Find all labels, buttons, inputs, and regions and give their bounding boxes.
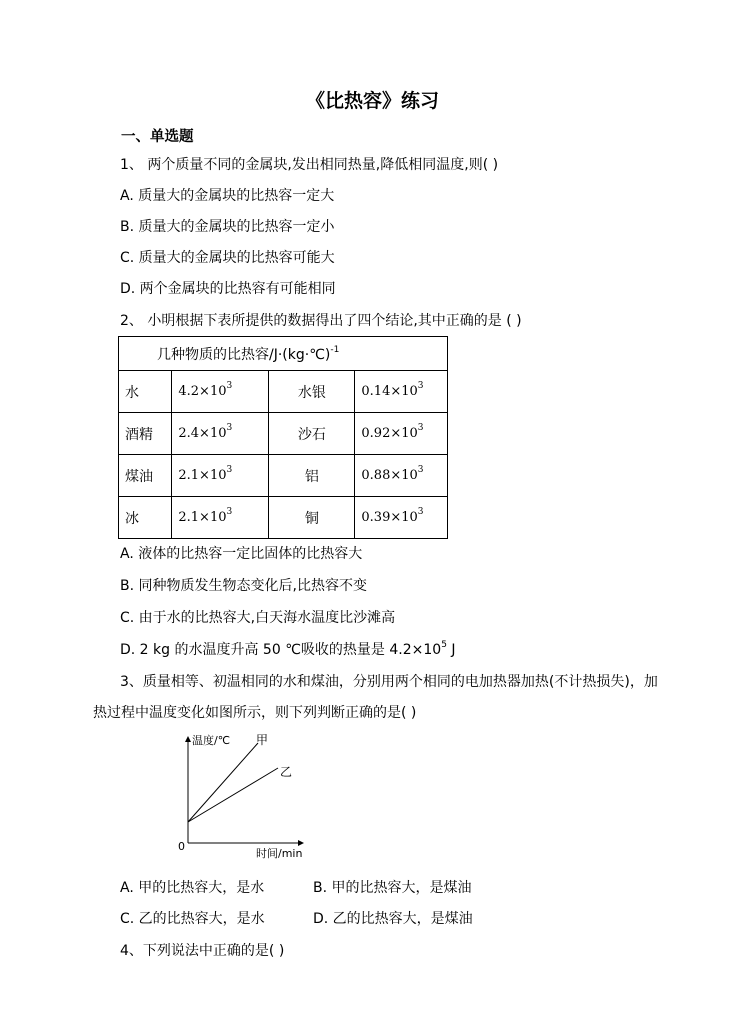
x-axis-label: 时间/min (256, 847, 303, 860)
y-axis-label: 温度/℃ (192, 734, 231, 747)
question-1-option-b: B. 质量大的金属块的比热容一定小 (120, 219, 335, 235)
table-row: 煤油 $2.1\times 10^3$ 铝 $0.88\times 10^3$ (119, 455, 448, 497)
question-1-option-a: A. 质量大的金属块的比热容一定大 (120, 188, 335, 204)
question-4-stem: 4、下列说法中正确的是( ) (120, 943, 285, 959)
question-2-option-d: D. 2 kg 的水温度升高 50 ℃吸收的热量是 $4.2\times 10^5$ J (120, 640, 456, 658)
origin-label: 0 (178, 840, 185, 853)
question-3-option-d: D. 乙的比热容大，是煤油 (313, 911, 473, 927)
question-1-option-d: D. 两个金属块的比热容有可能相同 (120, 281, 336, 297)
question-2-option-c: C. 由于水的比热容大,白天海水温度比沙滩高 (120, 610, 396, 626)
question-1-stem: 1、 两个质量不同的金属块,发出相同热量,降低相同温度,则( ) (120, 157, 499, 173)
table-row: 冰 $2.1\times 10^3$ 铜 $0.39\times 10^3$ (119, 497, 448, 539)
question-3-stem-line2: 热过程中温度变化如图所示，则下列判断正确的是( ) (93, 705, 417, 721)
question-3-option-a: A. 甲的比热容大，是水 (120, 880, 265, 896)
section-heading: 一、单选题 (121, 129, 194, 145)
line-yi-label: 乙 (280, 765, 293, 779)
line-yi (188, 768, 278, 822)
table-row: 水 $4.2\times 10^3$ 水银 $0.14\times 10^3$ (119, 371, 448, 413)
line-jia-label: 甲 (256, 733, 269, 747)
table-row: 酒精 $2.4\times 10^3$ 沙石 $0.92\times 10^3$ (119, 413, 448, 455)
question-3-stem-line1: 3、质量相等、初温相同的水和煤油，分别用两个相同的电加热器加热(不计热损失)，加 (120, 674, 658, 690)
specific-heat-table (118, 336, 448, 539)
question-2-option-a: A. 液体的比热容一定比固体的比热容大 (120, 546, 363, 562)
question-1-option-c: C. 质量大的金属块的比热容可能大 (120, 250, 335, 266)
line-jia (188, 743, 258, 822)
question-2-option-b: B. 同种物质发生物态变化后,比热容不变 (120, 578, 367, 594)
question-3-option-b: B. 甲的比热容大，是煤油 (313, 880, 472, 896)
question-2-stem: 2、 小明根据下表所提供的数据得出了四个结论,其中正确的是 ( ) (120, 313, 522, 329)
table-header: 几种物质的比热容/J·(kg·℃)$^{-1}$ (119, 337, 448, 371)
page-title: 《比热容》练习 (305, 90, 439, 112)
temperature-time-graph (170, 733, 320, 863)
question-3-option-c: C. 乙的比热容大，是水 (120, 911, 265, 927)
